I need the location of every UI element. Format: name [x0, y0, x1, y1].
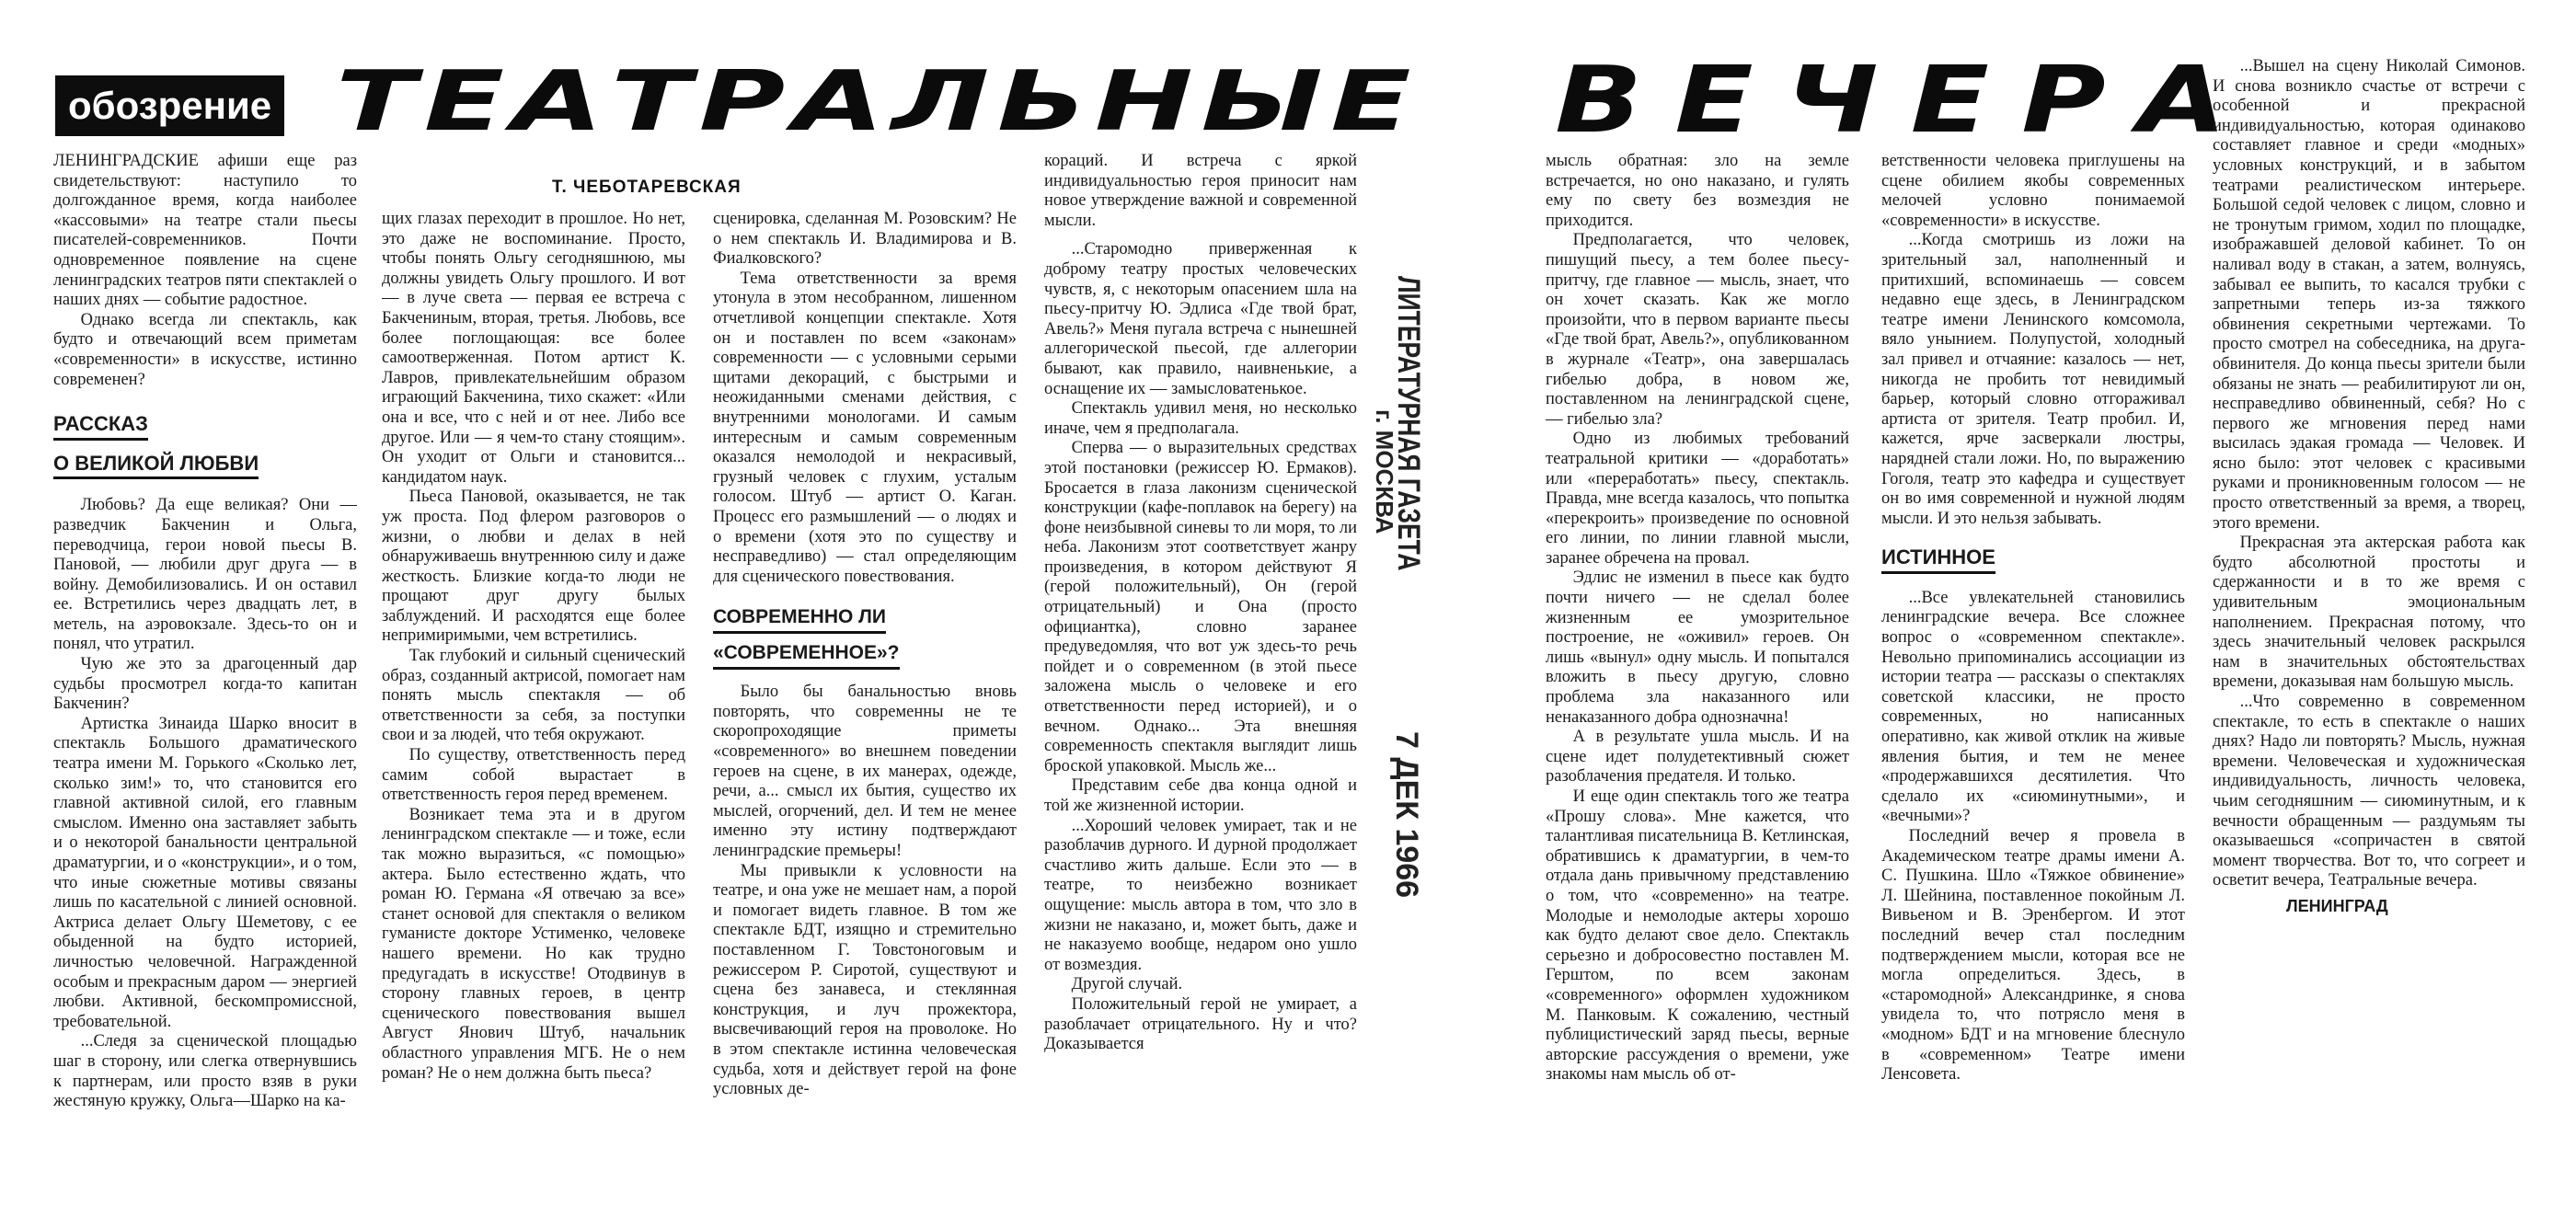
section-title-love: О ВЕЛИКОЙ ЛЮБВИ [53, 454, 259, 480]
section-label-story: РАССКАЗ [53, 414, 148, 441]
stamp-city: г. МОСКВА [1371, 409, 1398, 534]
paragraph: Сперва — о выразительных средствах этой постановки (режиссер Ю. Ермаков). Бросается в глаза лаконизм сценической конструкции (кафе-поплавок на берегу) на фоне неизбывной синевы то ли моря, то ли неба. Лаконизм этот соответствует жанру произведения, в котором действуют Я (герой положительный), Он (герой отрицательный) и Она (просто официантка), словно заранее предуведомляя, что вот уж здесь-то речь пойдет и о современном (в этой пьесе заложена мысль о человеке и его ответственности перед историей), и о вечном. Однако... Эта внешняя современность спектакля выглядит лишь броской упаковкой. Мысль же... [1044, 439, 1357, 775]
signature-city: ЛЕНИНГРАД [2286, 896, 2388, 915]
paragraph: Тема ответственности за время утонула в этом несобранном, лишенном отчетливой концепции спектакле. Хотя он и поставлен по всем «законам» современности — с условными серыми щитами декораций, с быстрыми и неожиданными сменами действия, с внутренними монологами. И самым интересным и самым современным оказался немолодой и некрасивый, грузный человек с глухим, усталым голосом. Штуб — артист О. Каган. Процесс его размышлений — о людях и о времени (хотя это по существу и несправедливо) — стал определяющим для сценического повествования. [713, 269, 1017, 586]
paragraph: Одно из любимых требований театральной критики — «доработать» или «переработать» пьесу, спектакль. Правда, мне всегда казалось, что попытка «перекроить» произведение по основной его линии, по линии главной мысли, заранее обречена на провал. [1546, 430, 1849, 568]
paragraph: щих глазах переходит в прошлое. Но нет, это даже не воспоминание. Просто, чтобы понять Ольгу сегодняшнюю, мы должны увидеть Ольгу прошлого. И вот — в луче света — первая ее встреча с Бакчениным, вторая, третья. Любовь, все более поглощающая: все более самоотверженная. Потом артист К. Лавров, привлекательнейшим образом играющий Бакченина, тихо скажет: «Или она и все, что с ней и от нее. Либо все другое. Или — я чем-то стану стоящим». Он уходит от Ольги и становится... кандидатом наук. [382, 210, 685, 487]
stamp-date: 7 ДЕК 1966 [1389, 731, 1424, 899]
paragraph: Последний вечер я провела в Академическом театре драмы имени А. С. Пушкина. Шло «Тяжкое обвинение» Л. Шейнина, поставленное покойным Л. Вивьеном и В. Эренбергом. И этот последний вечер стал последним подтверждением мысли, которая все не могла определиться. Здесь, в «старомодной» Александринке, я снова увидела то, что потрясло меня в «модном» БДТ и на мгновение блеснуло в «современном» Театре имени Ленсовета. [1881, 827, 2185, 1085]
paragraph: Артистка Зинаида Шарко вносит в спектакль Большого драматического театра имени М. Горького «Сколько лет, сколько зим!» то, что становится его главной активной силой, его главным смыслом. Именно она заставляет забыть и о некоторой банальности центральной драматургии, и о «конструкции», и о том, что иные сюжетные мотивы связаны лишь по касательной с линией основной. Актриса делает Ольгу Шеметову, с ее обыденной на будто историей, личностью человечной. Награжденной особым и прекрасным даром — энергией любви. Активной, бескомпромиссной, требовательной. [53, 714, 357, 1031]
paragraph: Пьеса Пановой, оказывается, не так уж проста. Под флером разговоров о жизни, о любви и делах в ней обнаруживаешь внутреннюю силу и даже жесткость. Близкие когда-то люди не прощают друг другу былых заблуждений. И расходятся еще более непримиримыми, чем встретились. [382, 488, 685, 646]
paragraph: кораций. И встреча с яркой индивидуальностью героя приносит нам новое утверждение важной и современной мысли. [1044, 152, 1357, 230]
paragraph: Так глубокий и сильный сценический образ, созданный актрисой, помогает нам понять мысль спектакля — об ответственности за себя, за поступки свои и за людей, что тебя окружают. [382, 647, 685, 745]
paragraph: ...Хороший человек умирает, так и не разоблачив дурного. И дурной продолжает счастливо жить дальше. Если это — в театре, то неизбежно возникает ощущение: мысль автора в том, что зло в жизни не наказано, и, может быть, даже и не наказуемо вообще, недаром оно ушло от возмездия. [1044, 816, 1357, 974]
stamp-newspaper: ЛИТЕРАТУРНАЯ ГАЗЕТА [1391, 276, 1426, 571]
section-heading-line: СОВРЕМЕННО ЛИ [713, 603, 886, 634]
paragraph: Другой случай. [1071, 975, 1183, 994]
paragraph: ...Что современно в современном спектакле, то есть в спектакле о наших днях? Надо ли повторять? Мысль, нужная времени. Человеческая и художническая индивидуальность, личность человека, чьим сегодняшним — сиюминутным, и к вечности обращенным — раздумьям ты оказываешься «сопричастен в святой момент творчества. Вот то, что согреет и осветит вечера, Театральные вечера. [2213, 693, 2525, 890]
lead-paragraph: ЛЕНИНГРАДСКИЕ афиши еще раз свидетельствуют: наступило то долгожданное время, когда наиболее «кассовыми» на театре стали пьесы писателей-современников. Почти одновременное появление на сцене ленинградских театров пяти спектаклей о наших днях — событие радостное. [53, 152, 357, 310]
paragraph: Чую же это за драгоценный дар судьбы просмотрел когда-то капитан Бакченин? [53, 655, 357, 714]
paragraph: ...Старомодно приверженная к доброму театру простых человеческих чувств, я, с некоторым опасением шла на пьесу-притчу Ю. Эдлиса «Где твой брат, Авель?» Меня пугала встреча с нынешней аллегорической пьесой, где аллегории бывают, как правило, наивненькие, а оснащение их — замысловатенькое. [1044, 240, 1357, 398]
paragraph: Любовь? Да еще великая? Они — разведчик Бакченин и Ольга, переводчица, герои новой пьесы В. Пановой, — любили друг друга — в войну. Демобилизовались. И он оставил ее. Встретились через двадцать лет, в метель, на аэровокзале. Здесь-то он и понял, что утратил. [53, 496, 357, 654]
paragraph: сценировка, сделанная М. Розовским? Не о нем спектакль И. Владимирова и В. Фиалковского? [713, 210, 1017, 269]
rubric-badge: обозрение [55, 75, 284, 136]
author-byline: Т. ЧЕБОТАРЕВСКАЯ [552, 178, 742, 197]
paragraph: Предполагается, что человек, пишущий пьесу, а тем более пьесу-притчу, где главное — мысль, знает, что он хочет сказать. Как же могло произойти, что в первом варианте пьесы «Где твой брат, Авель?», опубликованном в журнале «Театр», она завершалась гибелью добра, в новом же, поставленном на ленинградской сцене, — гибелью зла? [1546, 231, 1849, 429]
paragraph: По существу, ответственность перед самим собой вырастает в ответственность героя перед временем. [382, 746, 685, 805]
column-6 [1881, 152, 2185, 1210]
paragraph: Однако всегда ли спектакль, как будто и отвечающий всем приметам «современности» в искусстве, истинно современен? [53, 310, 357, 389]
paragraph: мысль обратная: зло на земле встречается, но оно наказано, и гулять ему по свету без возмездия не приходится. [1546, 152, 1849, 230]
headline-word-2: ВЕЧЕРА [1555, 46, 2260, 154]
paragraph: Было бы банальностью вновь повторять, что современны не те скоропроходящие приметы «современного» во внешнем поведении героев на сцене, в их манерах, одежде, речи, а... смысл их бытия, существо их мыслей, огорчений, дел. И тем не менее именно эту истину подтверждают ленинградские премьеры! [713, 683, 1017, 861]
paragraph: Эдлис не изменил в пьесе как будто почти ничего — не сделал более жизненным ее умозрительное построение, не «оживил» героев. Он лишь «вынул» одну мысль. И попытался вложить в пьесу другую, словно проблема зла наказанного или ненаказанного добра однозначна! [1546, 568, 1849, 727]
paragraph: ...Вышел на сцену Николай Симонов. И снова возникло счастье от встречи с особенной и прекрасной индивидуальностью, которая одинаково составляет главное и среди «модных» условных конструкций, и в забытом театрами реалистическом интерьере. Большой седой человек с лицом, словно и не тронутым гримом, ходил по площадке, изображавшей деловой кабинет. То он наливал воду в стакан, а затем, волнуясь, забывал ее выпить, то касался трубки с запретными теперь из-за тяжкого обвинения секретными чертежами. То просто смотрел на собеседника, на друга-обвинителя. До конца пьесы зрители были обязаны не знать — реабилитируют ли он, несправедливо обвиненный, себя? Но с первого же мгновения перед нами высилась эдакая громада — Человек. И ясно было: этот человек с красивыми руками и проникновенным голосом — не просто ответственный за время, а творец, этого времени. [2213, 57, 2525, 533]
paragraph: Спектакль удивил меня, но несколько иначе, чем я предполагала. [1044, 399, 1357, 438]
paragraph: Возникает тема эта и в другом ленинградском спектакле — и тоже, если так можно выразиться, «с помощью» актера. Было естественно ждать, что роман Ю. Германа «Я отвечаю за все» станет основой для спектакля о великом гуманисте докторе Устименко, человеке нашего времени. Но как трудно предугадать в искусстве! Отодвинув в сторону главных героев, в центр сценического повествования вышел Август Янович Штуб, начальник областного управления МГБ. Не о нем роман? Не о нем должна быть пьеса? [382, 805, 685, 1083]
section-heading-truth: ИСТИННОЕ [1881, 547, 1995, 574]
column-7 [2213, 57, 2525, 1210]
column-4 [1044, 152, 1357, 1210]
column-2 [382, 210, 685, 1210]
section-heading-modern [713, 603, 1017, 670]
column-5 [1546, 152, 1849, 1210]
paragraph: ...Когда смотришь из ложи на зрительный зал, наполненный и притихший, вспоминаешь — совсем недавно еще здесь, в Ленинградском театре имени Ленинского комсомола, вяло унынием. Полупустой, холодный зал привел и отчаяние: казалось — нет, никогда не пробить тот невидимый барьер, который словно отгораживал артиста от зрителя. Театр пробил. И, кажется, ярче засверкали люстры, нарядней стали ложи. Но, по выражению Гоголя, театр это кафедра и существует он во имя современной и нужной людям мысли. И это нельзя забывать. [1881, 231, 2185, 528]
column-3 [713, 210, 1017, 1210]
archive-stamp [1371, 276, 1444, 920]
column-1 [53, 152, 357, 1210]
headline-word-1: ТЕАТРАЛЬНЫЕ [336, 53, 1420, 150]
paragraph: Прекрасная эта актерская работа как будто абсолютной простоты и сдержанности и в то же время с удивительным эмоциональным наполнением. Прекрасная потому, что здесь значительный человек раскрылся нам в значительных обстоятельствах времени, доказывая нам большую мысль. [2213, 534, 2525, 692]
paragraph: Мы привыкли к условности на театре, и она уже не мешает нам, а порой и помогает видеть главное. В том же спектакле БДТ, изящно и стремительно поставленном Г. Товстоноговым и режиссером Р. Сиротой, существуют и сцена без занавеса, и стеклянная конструкция, и луч прожектора, высвечивающий героя на проволоке. Но в этом спектакле истинна человеческая судьба, хотя и действует герой на фоне условных де- [713, 861, 1017, 1099]
paragraph: ...Следя за сценической площадью шаг в сторону, или слегка отвернувшись к партнерам, или просто взяв в руки жестяную кружку, Ольга—Шарко на ка- [53, 1032, 357, 1111]
paragraph: ...Все увлекательней становились ленинградские вечера. Все сложнее вопрос о «современном спектакле». Невольно припоминались ассоциации из истории театра — рассказы о спектаклях советской классики, не просто современных, но написанных оперативно, как живой отклик на живые явления бытия, и тем не менее «продержавшихся десятилетия. Что сделало их «сиюминутными», и «вечными»? [1881, 588, 2185, 826]
paragraph: Представим себе два конца одной и той же жизненной истории. [1044, 776, 1357, 815]
paragraph: ветственности человека приглушены на сцене обилием якобы современных мелочей условно понимаемой «современности» в искусстве. [1881, 152, 2185, 230]
section-heading-line: «СОВРЕМЕННОЕ»? [713, 639, 900, 670]
paragraph: А в результате ушла мысль. И на сцене идет полудетективный сюжет разоблачения предателя. И только. [1546, 728, 1849, 786]
paragraph: Положительный герой не умирает, а разоблачает отрицательного. Ну и что? Доказывается [1044, 994, 1357, 1054]
paragraph: И еще один спектакль того же театра «Прошу слова». Мне кажется, что талантливая писательница В. Кетлинская, обратившись к драматургии, в чем-то отдала дань привычному представлению о том, что «современно» на театре. Молодые и немолодые актеры хорошо как будто делают свое дело. Спектакль серьезно и добросовестно поставлен М. Герштом, по всем законам «современного» оформлен художником М. Панковым. К сожалению, честный публицистический заряд пьесы, верные авторские рассуждения о времени, уже знакомы нам мысль об от- [1546, 787, 1849, 1085]
